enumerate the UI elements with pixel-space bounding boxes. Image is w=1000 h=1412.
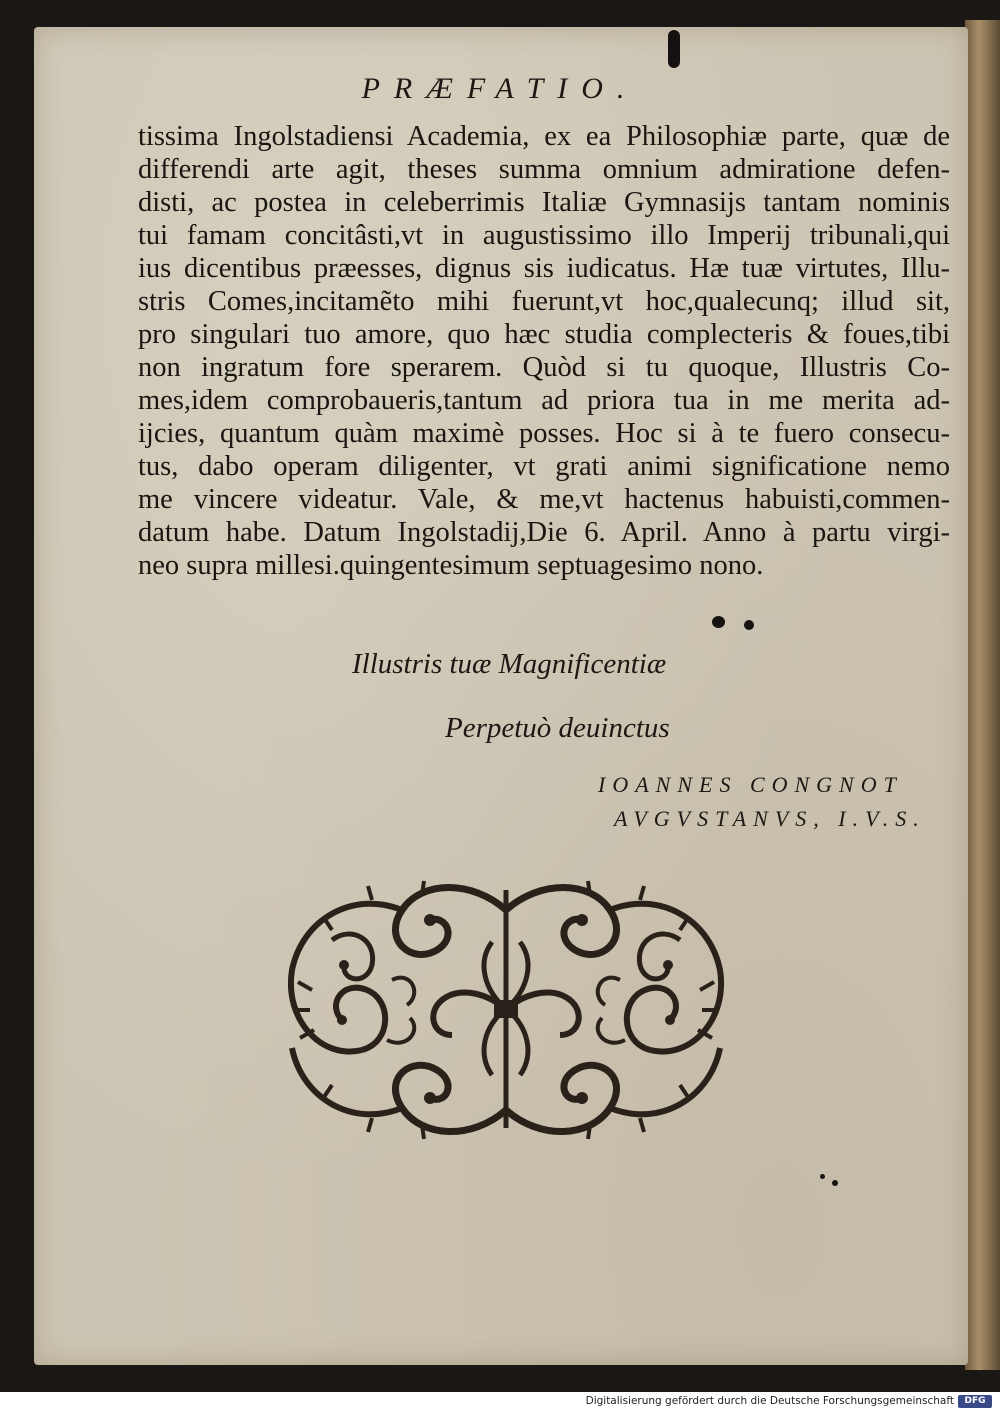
text-line: stris Comes,incitamẽto mihi fuerunt,vt hoc,qualecunq; illud sit, <box>138 286 950 317</box>
text-line: ius dicentibus præesses, dignus sis iudicatus. Hæ tuæ virtutes, Illu- <box>138 253 950 284</box>
text-line: tui famam concitâsti,vt in augustissimo illo Imperij tribunali,qui <box>138 220 950 251</box>
text-line: tus, dabo operam diligenter, vt grati animi significatione nemo <box>138 451 950 482</box>
ornament-vignette <box>272 870 740 1148</box>
dfg-logo: DFG <box>958 1395 992 1408</box>
signature-origin: AVGVSTANVS, I.V.S. <box>614 806 926 831</box>
signature-name: IOANNES CONGNOT <box>598 772 903 797</box>
ink-blot <box>668 30 680 68</box>
footer-credit: Digitalisierung gefördert durch die Deutsche Forschungsgemeinschaft <box>585 1395 954 1407</box>
page-edge <box>965 20 1000 1370</box>
text-line: pro singulari tuo amore, quo hæc studia complecteris & foues,tibi <box>138 319 950 350</box>
closing-salutation: Illustris tuæ Magnificentiæ <box>352 648 667 680</box>
closing-phrase: Perpetuò deuinctus <box>445 712 670 744</box>
text-line: datum habe. Datum Ingolstadij,Die 6. April. Anno à partu virgi- <box>138 517 950 548</box>
text-line: disti, ac postea in celeberrimis Italiæ Gymnasijs tantam nominis <box>138 187 950 218</box>
ink-dots <box>712 614 762 634</box>
text-line: tissima Ingolstadiensi Academia, ex ea Philosophiæ parte, quæ de <box>138 121 950 152</box>
running-head: PRÆFATIO. <box>361 72 639 105</box>
text-line: ijcies, quantum quàm maximè posses. Hoc si à te fuero consecu- <box>138 418 950 449</box>
body-text <box>138 120 950 582</box>
footer-bar <box>0 1392 1000 1412</box>
ink-dots <box>818 1170 842 1190</box>
text-line: non ingratum fore sperarem. Quòd si tu quoque, Illustris Co- <box>138 352 950 383</box>
text-line: neo supra millesi.quingentesimum septuagesimo nono. <box>138 550 764 581</box>
text-line: me vincere videatur. Vale, & me,vt hactenus habuisti,commen- <box>138 484 950 515</box>
text-line: mes,idem comprobaueris,tantum ad priora tua in me merita ad- <box>138 385 950 416</box>
text-line: differendi arte agit, theses summa omnium admiratione defen- <box>138 154 950 185</box>
